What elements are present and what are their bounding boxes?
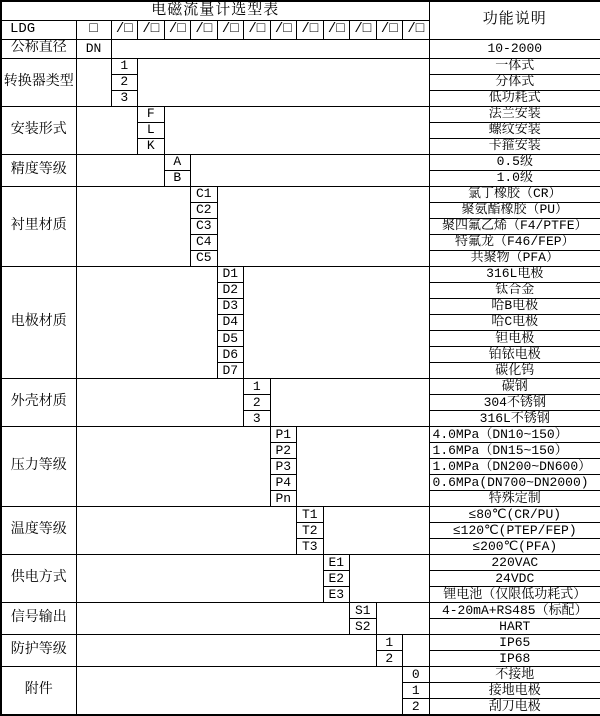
code-cell: D3: [217, 298, 244, 314]
function-header: 功能说明: [429, 1, 600, 39]
empty-right-span: [350, 555, 430, 603]
empty-right-span: [270, 378, 429, 426]
description-cell: 钛合金: [429, 282, 600, 298]
group-label: 附件: [1, 667, 76, 715]
group-label: 温度等级: [1, 506, 76, 554]
description-cell: 哈B电极: [429, 298, 600, 314]
code-cell: E1: [323, 555, 350, 571]
description-cell: 一体式: [429, 58, 600, 74]
description-cell: 哈C电极: [429, 314, 600, 330]
code-cell: P4: [270, 474, 297, 490]
description-cell: 螺纹安装: [429, 122, 600, 138]
code-cell: P1: [270, 426, 297, 442]
code-cell: D4: [217, 314, 244, 330]
description-cell: 4.0MPa（DN10~150）: [429, 426, 600, 442]
code-cell: Pn: [270, 490, 297, 506]
group-label: 衬里材质: [1, 186, 76, 266]
code-cell: E3: [323, 587, 350, 603]
code-cell: C4: [191, 234, 218, 250]
empty-left-span: [76, 378, 244, 426]
empty-right-span: [111, 39, 429, 58]
empty-right-span: [403, 635, 430, 667]
code-cell: DN: [76, 39, 111, 58]
code-cell: C1: [191, 186, 218, 202]
group-label: 防护等级: [1, 635, 76, 667]
empty-left-span: [76, 603, 350, 635]
description-cell: HART: [429, 619, 600, 635]
model-slash-box: /□: [111, 20, 138, 39]
code-cell: 3: [244, 410, 271, 426]
model-slash-box: /□: [323, 20, 350, 39]
description-cell: 特殊定制: [429, 490, 600, 506]
code-cell: D1: [217, 266, 244, 282]
description-cell: 卡箍安装: [429, 138, 600, 154]
description-cell: 低功耗式: [429, 90, 600, 106]
code-cell: 1: [244, 378, 271, 394]
empty-right-span: [244, 266, 430, 378]
description-cell: 法兰安装: [429, 106, 600, 122]
group-label: 压力等级: [1, 426, 76, 506]
description-cell: 316L电极: [429, 266, 600, 282]
group-label: 供电方式: [1, 555, 76, 603]
description-cell: ≤200℃(PFA): [429, 539, 600, 555]
code-cell: C3: [191, 218, 218, 234]
group-label: 电极材质: [1, 266, 76, 378]
group-label: 安装形式: [1, 106, 76, 154]
description-cell: ≤80℃(CR/PU): [429, 506, 600, 522]
code-cell: D7: [217, 362, 244, 378]
description-cell: 4-20mA+RS485（标配）: [429, 603, 600, 619]
code-cell: E2: [323, 571, 350, 587]
model-slash-box: /□: [217, 20, 244, 39]
selection-table-body: [1, 1, 600, 715]
empty-left-span: [76, 58, 111, 106]
code-cell: P2: [270, 442, 297, 458]
code-cell: S1: [350, 603, 377, 619]
description-cell: 304不锈钢: [429, 394, 600, 410]
code-cell: B: [164, 170, 191, 186]
model-slash-box: /□: [244, 20, 271, 39]
description-cell: IP68: [429, 651, 600, 667]
description-cell: 24VDC: [429, 571, 600, 587]
description-cell: 1.0MPa（DN200~DN600）: [429, 458, 600, 474]
description-cell: 特氟龙（F46/FEP）: [429, 234, 600, 250]
empty-left-span: [76, 555, 323, 603]
group-label: 信号输出: [1, 603, 76, 635]
description-cell: 氯丁橡胶（CR）: [429, 186, 600, 202]
model-code-box: □: [76, 20, 111, 39]
description-cell: 铂铱电极: [429, 346, 600, 362]
empty-left-span: [76, 266, 217, 378]
code-cell: 2: [403, 699, 430, 715]
description-cell: 碳钢: [429, 378, 600, 394]
code-cell: A: [164, 154, 191, 170]
code-cell: L: [138, 122, 165, 138]
code-cell: S2: [350, 619, 377, 635]
empty-left-span: [76, 154, 164, 186]
model-slash-box: /□: [297, 20, 324, 39]
description-cell: 聚氨酯橡胶（PU）: [429, 202, 600, 218]
code-cell: 2: [376, 651, 403, 667]
group-label: 转换器类型: [1, 58, 76, 106]
description-cell: 接地电极: [429, 683, 600, 699]
model-slash-box: /□: [191, 20, 218, 39]
code-cell: K: [138, 138, 165, 154]
model-slash-box: /□: [138, 20, 165, 39]
code-cell: D2: [217, 282, 244, 298]
empty-left-span: [76, 506, 297, 554]
description-cell: 碳化钨: [429, 362, 600, 378]
code-cell: 1: [403, 683, 430, 699]
group-label: 外壳材质: [1, 378, 76, 426]
code-cell: C2: [191, 202, 218, 218]
code-cell: D6: [217, 346, 244, 362]
group-label: 公称直径: [1, 39, 76, 58]
empty-left-span: [76, 186, 191, 266]
empty-right-span: [191, 154, 430, 186]
code-cell: 1: [376, 635, 403, 651]
description-cell: 1.0级: [429, 170, 600, 186]
description-cell: 220VAC: [429, 555, 600, 571]
code-cell: T2: [297, 523, 324, 539]
description-cell: 锂电池（仅限低功耗式）: [429, 587, 600, 603]
empty-left-span: [76, 426, 270, 506]
description-cell: 0.6MPa(DN700~DN2000): [429, 474, 600, 490]
code-cell: 2: [111, 74, 138, 90]
code-cell: T3: [297, 539, 324, 555]
model-slash-box: /□: [164, 20, 191, 39]
code-cell: D5: [217, 330, 244, 346]
model-slash-box: /□: [403, 20, 430, 39]
description-cell: 1.6MPa（DN15~150）: [429, 442, 600, 458]
group-label: 精度等级: [1, 154, 76, 186]
code-cell: C5: [191, 250, 218, 266]
code-cell: 1: [111, 58, 138, 74]
code-cell: 0: [403, 667, 430, 683]
model-slash-box: /□: [270, 20, 297, 39]
code-cell: 3: [111, 90, 138, 106]
description-cell: IP65: [429, 635, 600, 651]
empty-right-span: [164, 106, 429, 154]
code-cell: 2: [244, 394, 271, 410]
empty-right-span: [297, 426, 430, 506]
empty-left-span: [76, 635, 376, 667]
code-cell: P3: [270, 458, 297, 474]
empty-left-span: [76, 667, 403, 715]
description-cell: 10-2000: [429, 39, 600, 58]
code-cell: F: [138, 106, 165, 122]
model-slash-box: /□: [376, 20, 403, 39]
description-cell: 不接地: [429, 667, 600, 683]
description-cell: 316L不锈钢: [429, 410, 600, 426]
model-slash-box: /□: [350, 20, 377, 39]
description-cell: 分体式: [429, 74, 600, 90]
empty-left-span: [76, 106, 138, 154]
empty-right-span: [138, 58, 430, 106]
code-cell: T1: [297, 506, 324, 522]
model-prefix-label: LDG: [1, 20, 76, 39]
empty-right-span: [217, 186, 429, 266]
description-cell: 共聚物（PFA）: [429, 250, 600, 266]
description-cell: 聚四氟乙烯（F4/PTFE）: [429, 218, 600, 234]
empty-right-span: [323, 506, 429, 554]
table-title: 电磁流量计选型表: [1, 1, 429, 20]
description-cell: ≤120℃(PTEP/FEP): [429, 523, 600, 539]
description-cell: 0.5级: [429, 154, 600, 170]
empty-right-span: [376, 603, 429, 635]
description-cell: 钽电极: [429, 330, 600, 346]
description-cell: 刮刀电极: [429, 699, 600, 715]
